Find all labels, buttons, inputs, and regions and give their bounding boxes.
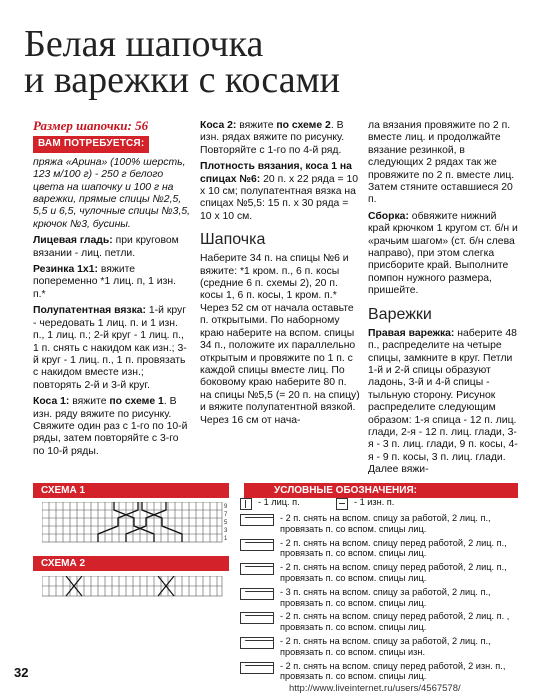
size-heading: Размер шапочки: 56	[33, 118, 149, 133]
legend-label: УСЛОВНЫЕ ОБОЗНАЧЕНИЯ:	[244, 483, 518, 498]
legend-item: - 2 п. снять на вспом. спицу за работой, 2 лиц. п., провязать п. со вспом. спицы изн.	[240, 636, 530, 658]
legend-item: - 2 п. снять на вспом. спицу перед работой, 2 изн. п., провязать п. со вспом. спицы лиц.	[240, 661, 530, 683]
row-number: 9	[224, 504, 228, 510]
paragraph-assembly: Сборка: обвяжите нижний край крючком 1 кругом ст. б/н и «рачьим шагом» (ст. б/н слева направо), при этом слегка присборите край. Выполните помпон нужного размера, пришейте.	[368, 210, 518, 297]
watermark-url: http://www.liveinternet.ru/users/4567578/	[289, 683, 461, 694]
section-heading-hat: Шапочка	[200, 231, 266, 249]
paragraph-hat-cont: ла вязания провяжите по 2 п. вместе лиц. и продолжайте вязание резинкой, в следующих 2 рядах так же провяжите по 2 п. вместе лиц. Затем стяните оставшиеся 20 п.	[368, 120, 515, 206]
title-line-1: Белая шапочка	[24, 23, 264, 65]
paragraph-half-brioche: Полупатентная вязка: 1-й круг - чередовать 1 лиц. п. и 1 изн. п., 1 лиц. п.; 2-й круг - 1 лиц. п., 1 п. снять с накидом как изн.; 3-й круг - 1 лиц. п., 1 п. провязать с накидом вместе изн.; повторять 2-й и 3-й круг.	[33, 305, 187, 391]
legend-item: - 2 п. снять на вспом. спицу перед работой, 2 лиц. п. , провязать п. со вспом. спицы лиц.	[240, 611, 530, 633]
legend-item: - 3 п. снять на вспом. спицу за работой, 2 лиц. п., провязать п. со вспом. спицы лиц.	[240, 587, 530, 609]
cable-left-icon	[240, 612, 274, 624]
schema-2-chart	[42, 576, 232, 602]
schema-2-label: СХЕМА 2	[33, 556, 229, 571]
cable-left-icon	[240, 563, 274, 575]
cable-left-purl-icon	[240, 662, 274, 674]
materials-badge: ВАМ ПОТРЕБУЕТСЯ:	[33, 136, 149, 152]
row-number: 7	[224, 512, 228, 518]
row-number: 5	[224, 520, 228, 526]
legend-item: - 2 п. снять на вспом. спицу перед работой, 2 лиц. п., провязать п. со вспом. спицы лиц.	[240, 538, 530, 560]
column-2	[200, 120, 360, 431]
paragraph-cable-2: Коса 2: вяжите по схеме 2. В изн. рядах вяжите по рисунку. Повторяйте с 1-го по 4-й ряд.	[200, 120, 345, 156]
column-3	[368, 120, 518, 481]
paragraph-stockinette: Лицевая гладь: при круговом вязании - лиц. петли.	[33, 235, 179, 259]
materials-text: пряжа «Арина» (100% шерсть, 123 м/100 г) - 250 г белого цвета на шапочку и 100 г на варежки, прямые спицы №2,5, 5,5 и 6,5, чулочные спицы №3,5, крючок №3, бусины.	[33, 156, 191, 230]
title-line-2: и варежки с косами	[24, 59, 340, 101]
page-title	[24, 23, 524, 101]
cable-left-icon	[240, 539, 274, 551]
row-number: 3	[224, 528, 228, 534]
purl-symbol-icon	[336, 498, 348, 510]
column-1	[33, 120, 191, 462]
cable-right-icon	[240, 514, 274, 526]
paragraph-hat: Наберите 34 п. на спицы №6 и вяжите: *1 кром. п., 6 п. косы (средние 6 п. схемы 2), 20 п. косы 1, 6 п. косы, 1 кром. п.* Через 52 см от начала оставьте п. открытыми. По наборному краю наберите на вспом. спицы 34 п., положите их параллельно открытым и провяжите по 1 п. с каждой спицы вместе лиц. По боковому краю наберите 80 п. на спицы №5,5 (= 20 п. на спицу) и вяжите полупатентной вязкой. Через 16 см от нача-	[200, 253, 360, 426]
paragraph-right-mitten: Правая варежка: наберите 48 п., распределите на четыре спицы, замкните в круг. Петли 1-й и 2-й спицы образуют ладонь, 3-й и 4-й спицы - тыльную сторону. Рисунок распределите следующим образом: 1-я спица - 12 п. лиц. глади, 2-я - 12 п. лиц. глади, 3-я - 3 п. лиц. глади, 9 п. косы, 4-я - 9 п. косы, 3 п. лиц. глади. Далее вяжи-	[368, 327, 518, 476]
knit-symbol-icon	[240, 498, 252, 510]
cable-right-icon	[240, 588, 274, 600]
schema-1-label: СХЕМА 1	[33, 483, 229, 498]
page-number: 32	[14, 665, 29, 680]
legend-item: - 2 п. снять на вспом. спицу перед работой, 2 лиц. п., провязать п. со вспом. спицы лиц.	[240, 562, 530, 584]
paragraph-rib: Резинка 1х1: вяжите попеременно *1 лиц. п, 1 изн. п.*	[33, 264, 176, 300]
section-heading-mittens: Варежки	[368, 305, 432, 323]
row-number: 1	[224, 536, 228, 542]
legend-item: - 2 п. снять на вспом. спицу за работой, 2 лиц. п., провязать п. со вспом. спицы лиц.	[240, 513, 530, 535]
legend-item: - 1 лиц. п. - 1 изн. п.	[240, 497, 530, 510]
cable-right-purl-icon	[240, 637, 274, 649]
legend	[240, 497, 530, 685]
paragraph-cable-1: Коса 1: вяжите по схеме 1. В изн. ряду вяжите по рисунку. Свяжите один раз с 1-го по 10-й ряды, затем повторяйте с 3-го по 10-й ряды.	[33, 396, 188, 457]
paragraph-gauge: Плотность вязания, коса 1 на спицах №6: 20 п. х 22 ряда = 10 х 10 см; полупатентная вязка на спицах №5,5: 15 п. х 30 ряда = 10 х 10 см.	[200, 161, 359, 222]
schema-1-chart	[42, 502, 232, 546]
